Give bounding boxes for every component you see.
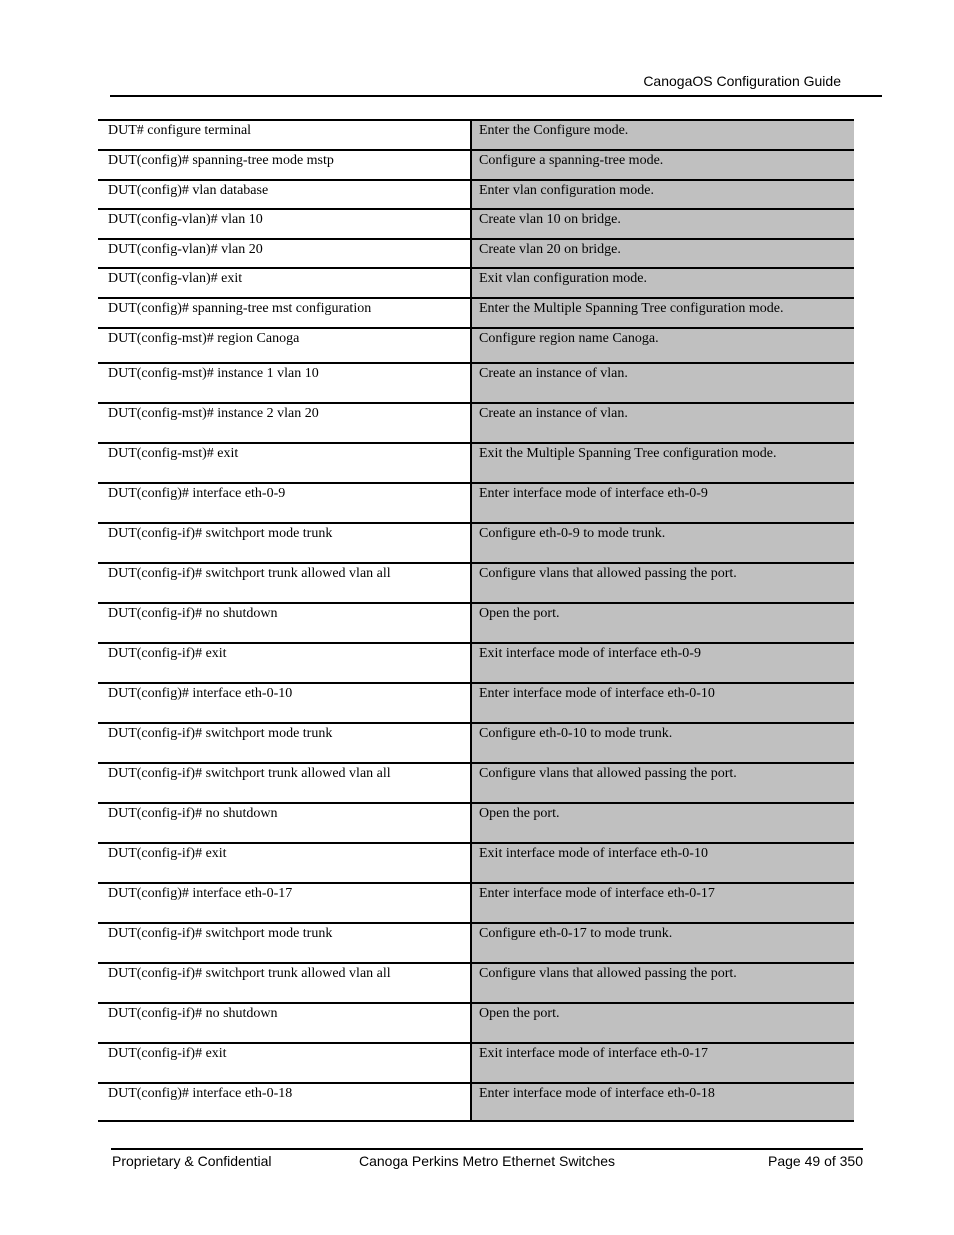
table-row bbox=[98, 442, 854, 482]
command-cell: DUT(config-vlan)# vlan 10 bbox=[98, 210, 472, 238]
table-row bbox=[98, 402, 854, 442]
table-row bbox=[98, 522, 854, 562]
command-cell: DUT(config)# interface eth-0-9 bbox=[98, 484, 472, 522]
description-cell: Create an instance of vlan. bbox=[472, 364, 854, 402]
page-header-title: CanogaOS Configuration Guide bbox=[643, 73, 841, 89]
description-cell: Enter interface mode of interface eth-0-9 bbox=[472, 484, 854, 522]
footer-confidential: Proprietary & Confidential bbox=[112, 1153, 272, 1169]
command-cell: DUT(config-vlan)# vlan 20 bbox=[98, 240, 472, 267]
command-cell: DUT(config-if)# exit bbox=[98, 844, 472, 882]
command-cell: DUT(config-if)# switchport trunk allowed vlan all bbox=[98, 764, 472, 802]
description-cell: Enter interface mode of interface eth-0-17 bbox=[472, 884, 854, 922]
description-cell: Open the port. bbox=[472, 604, 854, 642]
description-cell: Create an instance of vlan. bbox=[472, 404, 854, 442]
table-row bbox=[98, 802, 854, 842]
command-cell: DUT(config-mst)# instance 1 vlan 10 bbox=[98, 364, 472, 402]
table-row bbox=[98, 562, 854, 602]
description-cell: Exit interface mode of interface eth-0-9 bbox=[472, 644, 854, 682]
table-row bbox=[98, 297, 854, 327]
command-cell: DUT(config-mst)# exit bbox=[98, 444, 472, 482]
command-cell: DUT(config-if)# switchport mode trunk bbox=[98, 524, 472, 562]
command-cell: DUT(config-mst)# instance 2 vlan 20 bbox=[98, 404, 472, 442]
description-cell: Enter the Configure mode. bbox=[472, 121, 854, 149]
description-cell: Configure vlans that allowed passing the port. bbox=[472, 764, 854, 802]
table-row bbox=[98, 882, 854, 922]
table-row bbox=[98, 362, 854, 402]
footer-product: Canoga Perkins Metro Ethernet Switches bbox=[359, 1153, 616, 1169]
description-cell: Open the port. bbox=[472, 804, 854, 842]
table-row bbox=[98, 482, 854, 522]
table-row bbox=[98, 922, 854, 962]
description-cell: Exit vlan configuration mode. bbox=[472, 269, 854, 297]
command-cell: DUT(config-if)# switchport mode trunk bbox=[98, 724, 472, 762]
table-row bbox=[98, 327, 854, 362]
command-cell: DUT(config-if)# exit bbox=[98, 644, 472, 682]
table-row bbox=[98, 1042, 854, 1082]
command-cell: DUT(config)# interface eth-0-18 bbox=[98, 1084, 472, 1120]
table-row bbox=[98, 119, 854, 149]
command-cell: DUT(config-mst)# region Canoga bbox=[98, 329, 472, 362]
command-cell: DUT(config)# interface eth-0-17 bbox=[98, 884, 472, 922]
table-row bbox=[98, 1082, 854, 1122]
table-row bbox=[98, 267, 854, 297]
description-cell: Configure vlans that allowed passing the port. bbox=[472, 964, 854, 1002]
table-row bbox=[98, 1002, 854, 1042]
command-cell: DUT(config)# spanning-tree mode mstp bbox=[98, 151, 472, 179]
table-row bbox=[98, 238, 854, 267]
command-cell: DUT(config-if)# no shutdown bbox=[98, 604, 472, 642]
description-cell: Configure region name Canoga. bbox=[472, 329, 854, 362]
command-cell: DUT(config-vlan)# exit bbox=[98, 269, 472, 297]
footer-page-number: Page 49 of 350 bbox=[768, 1153, 863, 1169]
description-cell: Enter vlan configuration mode. bbox=[472, 181, 854, 208]
table-row bbox=[98, 962, 854, 1002]
description-cell: Configure vlans that allowed passing the port. bbox=[472, 564, 854, 602]
table-row bbox=[98, 682, 854, 722]
command-cell: DUT(config)# interface eth-0-10 bbox=[98, 684, 472, 722]
description-cell: Configure eth-0-17 to mode trunk. bbox=[472, 924, 854, 962]
command-cell: DUT(config-if)# no shutdown bbox=[98, 804, 472, 842]
description-cell: Configure a spanning-tree mode. bbox=[472, 151, 854, 179]
table-row bbox=[98, 722, 854, 762]
footer-divider bbox=[111, 1148, 863, 1150]
description-cell: Enter interface mode of interface eth-0-10 bbox=[472, 684, 854, 722]
table-row bbox=[98, 642, 854, 682]
description-cell: Open the port. bbox=[472, 1004, 854, 1042]
table-row bbox=[98, 149, 854, 179]
description-cell: Enter interface mode of interface eth-0-18 bbox=[472, 1084, 854, 1120]
description-cell: Create vlan 10 on bridge. bbox=[472, 210, 854, 238]
command-cell: DUT# configure terminal bbox=[98, 121, 472, 149]
command-table bbox=[98, 119, 854, 1122]
description-cell: Exit interface mode of interface eth-0-10 bbox=[472, 844, 854, 882]
description-cell: Configure eth-0-9 to mode trunk. bbox=[472, 524, 854, 562]
command-cell: DUT(config)# vlan database bbox=[98, 181, 472, 208]
description-cell: Exit the Multiple Spanning Tree configuration mode. bbox=[472, 444, 854, 482]
command-cell: DUT(config-if)# switchport trunk allowed vlan all bbox=[98, 564, 472, 602]
table-row bbox=[98, 602, 854, 642]
table-row bbox=[98, 208, 854, 238]
command-cell: DUT(config-if)# switchport trunk allowed vlan all bbox=[98, 964, 472, 1002]
description-cell: Create vlan 20 on bridge. bbox=[472, 240, 854, 267]
description-cell: Configure eth-0-10 to mode trunk. bbox=[472, 724, 854, 762]
command-cell: DUT(config-if)# switchport mode trunk bbox=[98, 924, 472, 962]
description-cell: Exit interface mode of interface eth-0-17 bbox=[472, 1044, 854, 1082]
header-divider bbox=[110, 95, 882, 97]
command-cell: DUT(config-if)# no shutdown bbox=[98, 1004, 472, 1042]
table-row bbox=[98, 179, 854, 208]
description-cell: Enter the Multiple Spanning Tree configuration mode. bbox=[472, 299, 854, 327]
table-row bbox=[98, 762, 854, 802]
table-row bbox=[98, 842, 854, 882]
command-cell: DUT(config)# spanning-tree mst configuration bbox=[98, 299, 472, 327]
command-cell: DUT(config-if)# exit bbox=[98, 1044, 472, 1082]
